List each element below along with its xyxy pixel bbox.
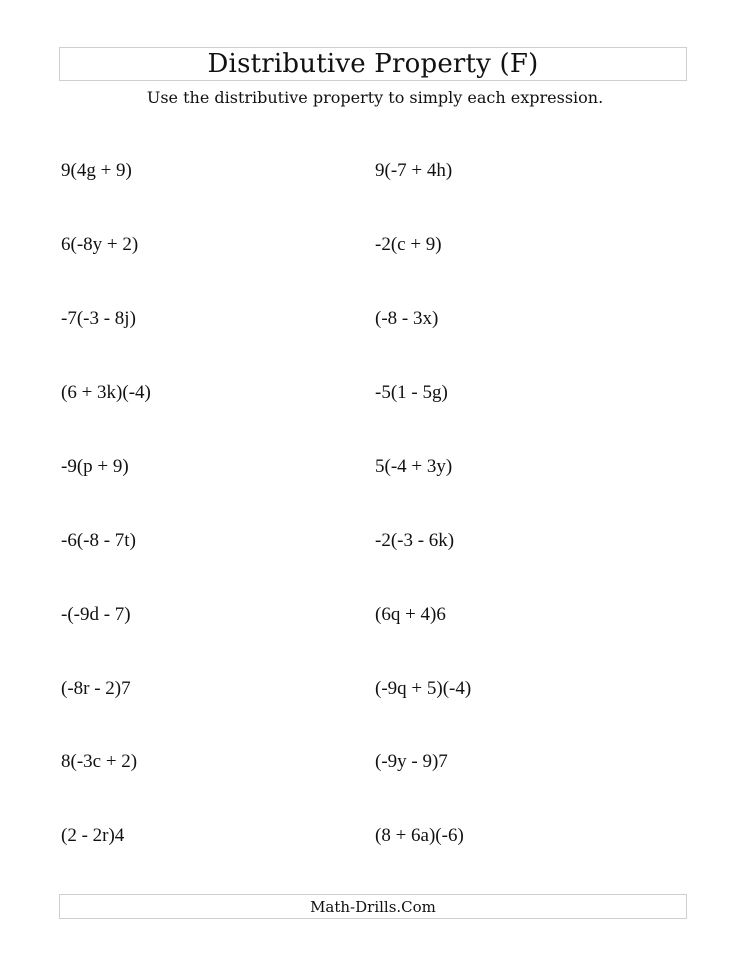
worksheet-title: Distributive Property (F) [207,49,539,79]
problem-right-3: (-8 - 3x) [375,308,439,329]
problem-right-6: -2(-3 - 6k) [375,530,455,551]
problem-right-9: (-9y - 9)7 [375,751,448,772]
instructions: Use the distributive property to simply each expression. [146,88,604,107]
problem-right-4: -5(1 - 5g) [375,382,448,403]
problem-right-10: (8 + 6a)(-6) [375,825,464,846]
problem-left-4: (6 + 3k)(-4) [61,382,151,403]
problem-right-5: 5(-4 + 3y) [375,456,453,477]
problem-right-7: (6q + 4)6 [375,604,446,625]
problem-left-1: 9(4g + 9) [61,160,132,181]
problem-left-10: (2 - 2r)4 [61,825,125,846]
problem-left-2: 6(-8y + 2) [61,234,139,255]
problem-right-2: -2(c + 9) [375,234,442,255]
footer-site-name: Math-Drills.Com [310,897,436,916]
problem-left-3: -7(-3 - 8j) [61,308,136,329]
problem-left-6: -6(-8 - 7t) [61,530,136,551]
problem-left-5: -9(p + 9) [61,456,129,477]
problem-left-7: -(-9d - 7) [61,604,131,625]
problem-left-9: 8(-3c + 2) [61,751,138,772]
problem-right-1: 9(-7 + 4h) [375,160,453,181]
problem-left-8: (-8r - 2)7 [61,678,131,699]
footer-box [59,894,687,919]
problem-right-8: (-9q + 5)(-4) [375,678,472,699]
